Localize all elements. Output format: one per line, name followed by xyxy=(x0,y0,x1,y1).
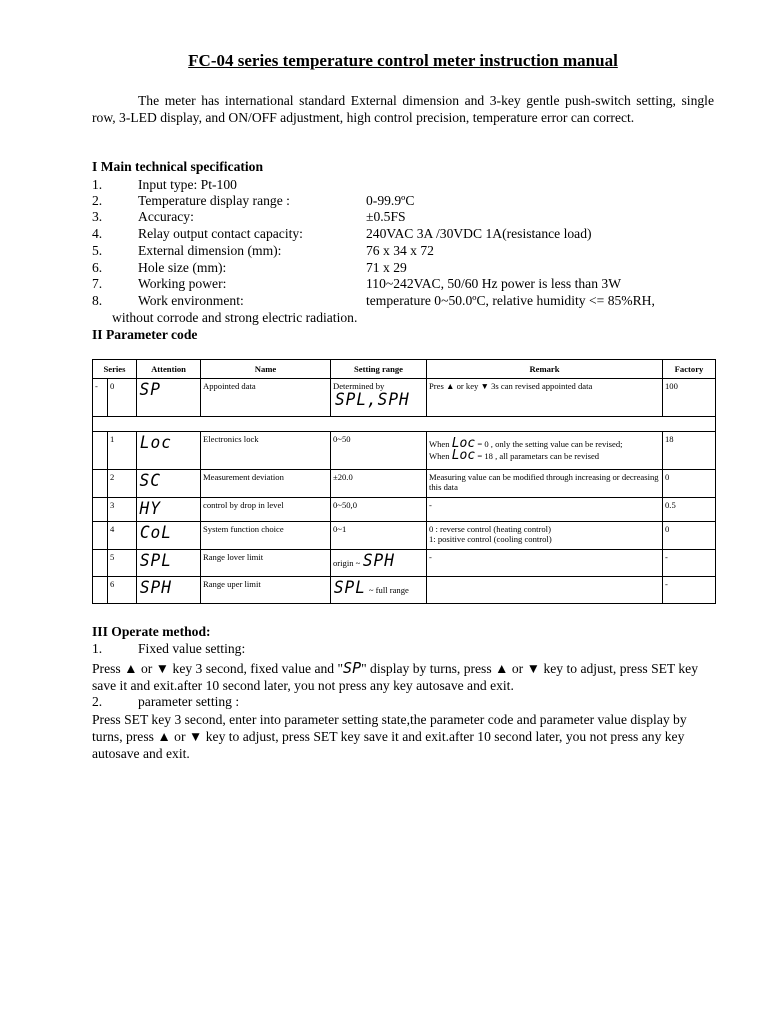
column-header: Name xyxy=(201,360,331,379)
spec-number: 3. xyxy=(92,209,103,224)
series-group-cell xyxy=(93,498,108,522)
lcd-code: HY xyxy=(139,499,161,519)
series-group-cell xyxy=(93,577,108,604)
attention-cell xyxy=(137,522,201,550)
spec-label: Input type: Pt-100 xyxy=(138,177,237,192)
table-row xyxy=(93,550,716,577)
spec-number: 6. xyxy=(92,260,103,275)
spec-label: Accuracy: xyxy=(138,209,194,224)
operate-item xyxy=(92,694,714,711)
operate-paragraph xyxy=(92,660,714,694)
factory-cell: 18 xyxy=(663,432,716,470)
spec-label: Working power: xyxy=(138,276,227,291)
table-row xyxy=(93,379,716,417)
range-text: origin ~ xyxy=(333,558,361,568)
lcd-code: SC xyxy=(139,471,161,491)
item-label: parameter setting : xyxy=(138,694,240,709)
spec-item xyxy=(92,243,732,260)
remark-cell: Measuring value can be modified through increasing or decreasing this data xyxy=(427,470,663,498)
spec-value: 71 x 29 xyxy=(366,260,407,275)
table-row xyxy=(93,470,716,498)
table-header-row xyxy=(93,360,716,379)
remark-text: = 0 , only the setting value can be revised; xyxy=(477,439,623,449)
lcd-code: SPL xyxy=(139,551,172,571)
range-cell: 0~1 xyxy=(331,522,427,550)
attention-cell xyxy=(137,498,201,522)
factory-cell: 0 xyxy=(663,470,716,498)
remark-cell xyxy=(427,577,663,604)
name-cell: Range lover limit xyxy=(201,550,331,577)
remark-cell: - xyxy=(427,498,663,522)
spec-item xyxy=(92,193,732,210)
spec-number: 8. xyxy=(92,293,103,308)
table-row xyxy=(93,522,716,550)
intro-paragraph: The meter has international standard External dimension and 3-key gentle push-switch setting, single row, 3-LED display, and ON/OFF adjustment, high control precision, temperature error can correct. xyxy=(92,93,714,125)
name-cell: Electronics lock xyxy=(201,432,331,470)
range-text: Determined by xyxy=(333,381,385,391)
series-cell: 0 xyxy=(108,379,137,417)
series-group-cell xyxy=(93,550,108,577)
table-row xyxy=(93,577,716,604)
attention-cell xyxy=(137,577,201,604)
section3-heading: III Operate method: xyxy=(92,624,211,639)
operate-paragraph: Press SET key 3 second, enter into parameter setting state,the parameter code and parameter value display by turns, press ▲ or ▼ key to adjust, press SET key save it and exit.after 10 second later, you not press any key autosave and exit. xyxy=(92,712,687,761)
lcd-code: SPH xyxy=(139,578,172,598)
spec-value: temperature 0~50.0ºC, relative humidity <= 85%RH, xyxy=(366,293,655,308)
range-cell: ±20.0 xyxy=(331,470,427,498)
spec-item xyxy=(92,260,732,277)
spec-label: External dimension (mm): xyxy=(138,243,282,258)
remark-text: When xyxy=(429,451,450,461)
series-group-cell xyxy=(93,522,108,550)
factory-cell: 100 xyxy=(663,379,716,417)
lcd-code: SPL,SPH xyxy=(334,390,410,410)
spec-number: 2. xyxy=(92,193,103,208)
name-cell: Measurement deviation xyxy=(201,470,331,498)
operate-item xyxy=(92,641,714,658)
spec-number: 1. xyxy=(92,177,103,192)
series-group-cell xyxy=(93,432,108,470)
lcd-code: SP xyxy=(139,380,161,400)
spec-value: ±0.5FS xyxy=(366,209,406,224)
spec-item xyxy=(92,177,732,194)
spec-label: Work environment: xyxy=(138,293,244,308)
lcd-code: CoL xyxy=(139,523,172,543)
lcd-code: Loc xyxy=(451,448,476,463)
series-cell: 5 xyxy=(108,550,137,577)
attention-cell xyxy=(137,432,201,470)
factory-cell: 0.5 xyxy=(663,498,716,522)
remark-line: 1: positive control (cooling control) xyxy=(429,534,552,544)
attention-cell xyxy=(137,550,201,577)
lcd-code: SPH xyxy=(363,551,396,571)
spec-label: Temperature display range : xyxy=(138,193,290,208)
spec-item xyxy=(92,226,732,243)
remark-cell xyxy=(427,522,663,550)
spacer-row xyxy=(93,417,716,432)
name-cell: Range uper limit xyxy=(201,577,331,604)
range-cell xyxy=(331,577,427,604)
attention-cell xyxy=(137,470,201,498)
spec-number: 7. xyxy=(92,276,103,291)
remark-text: = 18 , all parametars can be revised xyxy=(477,451,600,461)
spacer-cell xyxy=(93,417,716,432)
series-cell: 1 xyxy=(108,432,137,470)
range-cell: 0~50,0 xyxy=(331,498,427,522)
spec-item xyxy=(92,209,732,226)
column-header: Factory xyxy=(663,360,716,379)
series-cell: 3 xyxy=(108,498,137,522)
lcd-code: Loc xyxy=(451,436,476,451)
spec-label: Hole size (mm): xyxy=(138,260,227,275)
remark-text: When xyxy=(429,439,450,449)
spec-label: Relay output contact capacity: xyxy=(138,226,303,241)
lcd-code: Loc xyxy=(139,433,172,453)
page-title: FC-04 series temperature control meter instruction manual xyxy=(188,51,618,70)
section2-heading: II Parameter code xyxy=(92,327,198,342)
factory-cell: 0 xyxy=(663,522,716,550)
section1-heading: I Main technical specification xyxy=(92,159,264,174)
item-number: 1. xyxy=(92,641,103,656)
series-cell: 6 xyxy=(108,577,137,604)
factory-cell: - xyxy=(663,550,716,577)
spec-item xyxy=(92,293,732,310)
spec-number: 4. xyxy=(92,226,103,241)
remark-cell: - xyxy=(427,550,663,577)
spec-continuation: without corrode and strong electric radiation. xyxy=(112,310,358,325)
spec-value: 76 x 34 x 72 xyxy=(366,243,434,258)
paragraph-text: Press ▲ or ▼ key 3 second, fixed value and " xyxy=(92,661,344,676)
range-text: ~ full range xyxy=(368,585,409,595)
lcd-code: SPL xyxy=(333,578,366,598)
factory-cell: - xyxy=(663,577,716,604)
name-cell: Appointed data xyxy=(201,379,331,417)
series-cell: 4 xyxy=(108,522,137,550)
item-number: 2. xyxy=(92,694,103,709)
column-header: Series xyxy=(93,360,137,379)
parameter-table xyxy=(92,359,716,604)
item-label: Fixed value setting: xyxy=(138,641,246,656)
range-cell: 0~50 xyxy=(331,432,427,470)
spec-value: 0-99.9ºC xyxy=(366,193,415,208)
column-header: Remark xyxy=(427,360,663,379)
series-group-cell: - xyxy=(93,379,108,417)
name-cell: control by drop in level xyxy=(201,498,331,522)
spec-item xyxy=(92,276,732,293)
name-cell: System function choice xyxy=(201,522,331,550)
range-cell xyxy=(331,379,427,417)
remark-cell: Pres ▲ or key ▼ 3s can revised appointed data xyxy=(427,379,663,417)
attention-cell xyxy=(137,379,201,417)
table-row xyxy=(93,432,716,470)
series-cell: 2 xyxy=(108,470,137,498)
series-group-cell xyxy=(93,470,108,498)
column-header: Attention xyxy=(137,360,201,379)
spec-value: 110~242VAC, 50/60 Hz power is less than 3W xyxy=(366,276,622,291)
remark-cell xyxy=(427,432,663,470)
paragraph-text: " display by turns, press ▲ or ▼ key to adjust, press SET key save it and exit.after 10 second later, you not press any key autosave and exit. xyxy=(92,661,699,693)
table-row xyxy=(93,498,716,522)
remark-line xyxy=(429,450,660,462)
column-header: Setting range xyxy=(331,360,427,379)
lcd-code: SP xyxy=(343,659,362,677)
remark-line: 0 : reverse control (heating control) xyxy=(429,524,551,534)
range-cell xyxy=(331,550,427,577)
spec-value: 240VAC 3A /30VDC 1A(resistance load) xyxy=(366,226,592,241)
spec-number: 5. xyxy=(92,243,103,258)
